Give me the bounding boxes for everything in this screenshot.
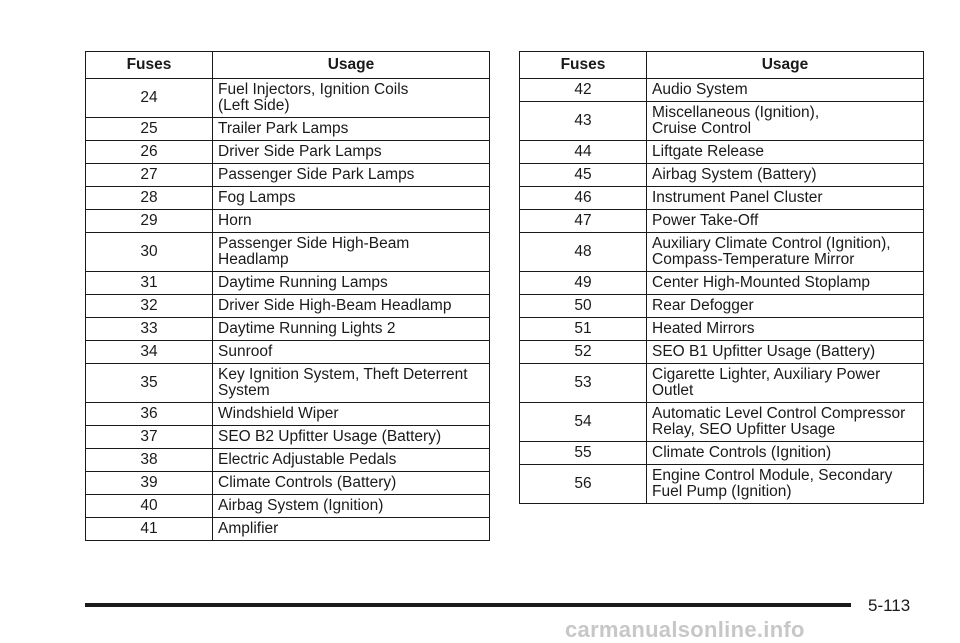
table-row [520,403,924,442]
fuse-number: 33 [86,318,213,341]
table-row [520,341,924,364]
usage-line: Daytime Running Lights 2 [218,320,396,337]
fuse-table-right-body [520,79,924,504]
fuse-number: 50 [520,295,647,318]
fuse-usage [647,233,924,272]
usage-line: Airbag System (Battery) [652,166,817,183]
usage-line: Outlet [652,382,694,399]
usage-line: Electric Adjustable Pedals [218,451,397,468]
table-row [86,141,490,164]
fuse-usage [213,403,490,426]
table-row [520,318,924,341]
table-row [86,187,490,210]
table-row [520,295,924,318]
table-row [520,102,924,141]
fuse-usage [647,141,924,164]
fuse-number: 46 [520,187,647,210]
fuse-number: 31 [86,272,213,295]
fuse-number: 45 [520,164,647,187]
fuse-number: 24 [86,79,213,118]
fuse-number: 53 [520,364,647,403]
table-row [520,141,924,164]
usage-line: Fog Lamps [218,189,296,206]
fuse-number: 48 [520,233,647,272]
fuse-number: 37 [86,426,213,449]
fuse-usage [213,272,490,295]
fuse-number: 39 [86,472,213,495]
table-row [86,318,490,341]
usage-line: Instrument Panel Cluster [652,189,823,206]
usage-line: Horn [218,212,252,229]
table-row [86,164,490,187]
table-row [86,210,490,233]
fuse-usage [647,442,924,465]
usage-line: Sunroof [218,343,273,360]
fuse-number: 41 [86,518,213,541]
table-row [520,164,924,187]
table-header-row [86,52,490,79]
fuse-number: 35 [86,364,213,403]
fuse-number: 28 [86,187,213,210]
fuse-usage [647,187,924,210]
fuse-usage [647,341,924,364]
footer-rule [85,603,851,607]
usage-line: Passenger Side High-Beam [218,235,410,252]
fuse-usage [213,118,490,141]
fuse-usage [213,210,490,233]
usage-line: Airbag System (Ignition) [218,497,384,514]
fuse-usage [647,164,924,187]
fuse-number: 27 [86,164,213,187]
usage-line: Compass-Temperature Mirror [652,251,855,268]
usage-line: Cruise Control [652,120,752,137]
fuse-usage [213,364,490,403]
usage-line: Cigarette Lighter, Auxiliary Power [652,366,881,383]
usage-line: SEO B1 Upfitter Usage (Battery) [652,343,876,360]
table-row [520,187,924,210]
fuse-number: 49 [520,272,647,295]
header-fuses: Fuses [86,52,213,79]
fuse-usage [213,449,490,472]
table-row [520,272,924,295]
fuse-usage [213,426,490,449]
table-row [520,210,924,233]
usage-line: Automatic Level Control Compressor [652,405,906,422]
table-row [86,79,490,118]
fuse-usage [647,318,924,341]
fuse-number: 47 [520,210,647,233]
usage-line: Key Ignition System, Theft Deterrent [218,366,468,383]
usage-line: Fuel Pump (Ignition) [652,483,792,500]
table-row [86,518,490,541]
fuse-usage [213,495,490,518]
usage-line: Power Take-Off [652,212,759,229]
fuse-number: 30 [86,233,213,272]
usage-line: Daytime Running Lamps [218,274,388,291]
usage-line: Driver Side Park Lamps [218,143,382,160]
usage-line: Climate Controls (Battery) [218,474,397,491]
fuse-number: 52 [520,341,647,364]
fuse-table-right [519,51,924,504]
usage-line: Heated Mirrors [652,320,755,337]
fuse-usage [647,79,924,102]
table-row [86,449,490,472]
table-row [86,426,490,449]
fuse-usage [213,318,490,341]
usage-line: Engine Control Module, Secondary [652,467,893,484]
fuse-usage [647,295,924,318]
usage-line: (Left Side) [218,97,290,114]
header-usage: Usage [647,52,924,79]
fuse-usage [213,233,490,272]
fuse-usage [213,472,490,495]
usage-line: Center High-Mounted Stoplamp [652,274,870,291]
table-header-row [520,52,924,79]
usage-line: Passenger Side Park Lamps [218,166,415,183]
table-row [86,118,490,141]
usage-line: Liftgate Release [652,143,765,160]
fuse-usage [647,210,924,233]
header-fuses: Fuses [520,52,647,79]
fuse-usage [213,141,490,164]
watermark: carmanualsonline.info [565,617,805,642]
fuse-number: 51 [520,318,647,341]
fuse-usage [213,295,490,318]
usage-line: Trailer Park Lamps [218,120,349,137]
usage-line: Driver Side High-Beam Headlamp [218,297,452,314]
header-usage: Usage [213,52,490,79]
fuse-number: 38 [86,449,213,472]
usage-line: Windshield Wiper [218,405,339,422]
fuse-usage [647,102,924,141]
fuse-usage [213,187,490,210]
fuse-number: 55 [520,442,647,465]
usage-line: Miscellaneous (Ignition), [652,104,820,121]
usage-line: SEO B2 Upfitter Usage (Battery) [218,428,442,445]
fuse-table-left [85,51,490,541]
fuse-usage [647,465,924,504]
fuse-number: 40 [86,495,213,518]
table-row [86,472,490,495]
usage-line: Rear Defogger [652,297,754,314]
usage-line: Headlamp [218,251,289,268]
usage-line: Amplifier [218,520,279,537]
table-row [86,364,490,403]
fuse-usage [647,403,924,442]
fuse-number: 54 [520,403,647,442]
fuse-number: 25 [86,118,213,141]
fuse-usage [213,341,490,364]
page-number: 5-113 [868,596,911,615]
table-row [520,233,924,272]
fuse-usage [213,79,490,118]
fuse-usage [213,518,490,541]
fuse-table-left-body [86,79,490,541]
fuse-number: 32 [86,295,213,318]
table-row [86,341,490,364]
table-row [520,465,924,504]
usage-line: Auxiliary Climate Control (Ignition), [652,235,891,252]
fuse-usage [213,164,490,187]
fuse-usage [647,364,924,403]
fuse-number: 26 [86,141,213,164]
table-row [86,403,490,426]
table-row [520,442,924,465]
usage-line: Relay, SEO Upfitter Usage [652,421,836,438]
fuse-number: 34 [86,341,213,364]
table-row [86,495,490,518]
table-row [520,364,924,403]
fuse-number: 36 [86,403,213,426]
fuse-number: 56 [520,465,647,504]
table-row [86,295,490,318]
fuse-usage [647,272,924,295]
fuse-number: 29 [86,210,213,233]
fuse-number: 42 [520,79,647,102]
table-row [86,272,490,295]
table-row [86,233,490,272]
fuse-number: 43 [520,102,647,141]
usage-line: System [218,382,270,399]
usage-line: Audio System [652,81,748,98]
fuse-number: 44 [520,141,647,164]
usage-line: Climate Controls (Ignition) [652,444,832,461]
usage-line: Fuel Injectors, Ignition Coils [218,81,409,98]
table-row [520,79,924,102]
